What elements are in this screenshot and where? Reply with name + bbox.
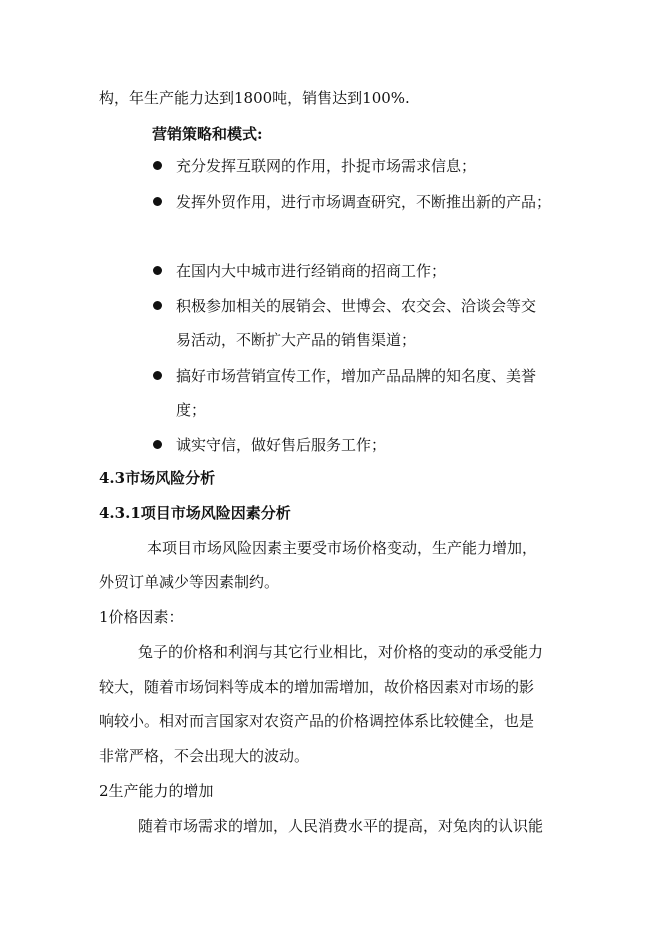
factor2-paragraph-line: 随着市场需求的增加，人民消费水平的提高，对兔肉的认识能 [138, 817, 544, 835]
bullet-dot [153, 371, 162, 380]
factor2-title: 2生产能力的增加 [99, 782, 214, 800]
bullet-text: 搞好市场营销宣传工作，增加产品品牌的知名度、美誉 [176, 367, 537, 385]
bullet-dot [153, 161, 162, 170]
factor1-paragraph-line: 响较小。相对而言国家对农资产品的价格调控体系比较健全，也是 [99, 712, 535, 730]
factor1-title: 1价格因素： [99, 608, 184, 626]
risk-paragraph-line: 外贸订单减少等因素制约。 [99, 573, 280, 591]
bullet-dot [153, 301, 162, 310]
factor1-paragraph-line: 非常严格，不会出现大的波动。 [99, 747, 310, 765]
bullet-dot [153, 440, 162, 449]
bullet-text-continued: 度； [176, 401, 207, 419]
bullet-text-continued: 易活动，不断扩大产品的销售渠道； [176, 331, 417, 349]
subsection-heading: 4.3.1项目市场风险因素分析 [99, 504, 291, 522]
intro-line: 构，年生产能力达到1800吨，销售达到100%. [99, 89, 410, 107]
factor1-paragraph-line: 较大，随着市场饲料等成本的增加需增加，故价格因素对市场的影 [99, 678, 535, 696]
bullet-text: 在国内大中城市进行经销商的招商工作； [176, 262, 447, 280]
section-heading: 4.3市场风险分析 [99, 469, 216, 487]
bullet-text: 诚实守信，做好售后服务工作； [176, 436, 387, 454]
risk-paragraph-line: 本项目市场风险因素主要受市场价格变动，生产能力增加， [147, 539, 538, 557]
strategy-heading: 营销策略和模式: [152, 125, 263, 143]
bullet-dot [153, 266, 162, 275]
bullet-dot [153, 197, 162, 206]
bullet-text: 充分发挥互联网的作用，扑捉市场需求信息； [176, 157, 477, 175]
factor1-paragraph-line: 兔子的价格和利润与其它行业相比，对价格的变动的承受能力 [138, 643, 544, 661]
bullet-text: 发挥外贸作用，进行市场调查研究，不断推出新的产品； [176, 193, 552, 211]
bullet-text: 积极参加相关的展销会、世博会、农交会、洽谈会等交 [176, 297, 537, 315]
